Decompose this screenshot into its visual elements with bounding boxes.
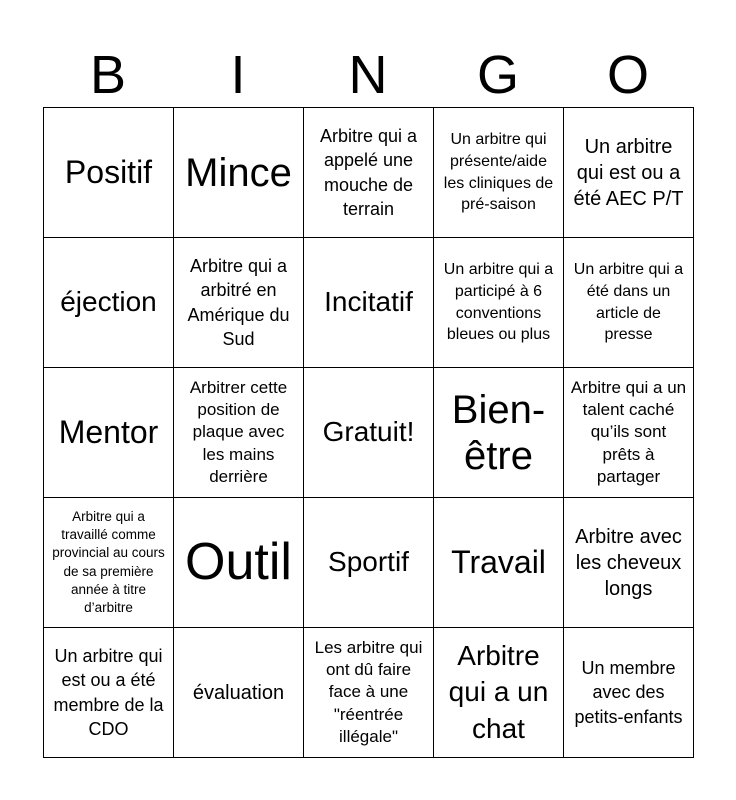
bingo-cell[interactable] (44, 628, 174, 758)
header-letter-o: O (606, 45, 649, 105)
cell-text: Arbitre qui a travaillé comme provincial au cours de sa première année à titre d’arbitre (52, 508, 165, 615)
cell-text: Mentor (58, 414, 159, 451)
bingo-cell[interactable] (564, 498, 694, 628)
bingo-cell[interactable] (304, 368, 434, 498)
cell-text: éjection (60, 286, 157, 318)
cell-text: Bien-être (451, 387, 546, 478)
bingo-cell[interactable] (434, 628, 564, 758)
cell-text: Travail (451, 544, 546, 581)
cell-text: Un arbitre qui est ou a été membre de la CDO (53, 645, 164, 739)
bingo-cell[interactable] (304, 238, 434, 368)
cell-text: Un arbitre qui a participé à 6 conventions bleues ou plus (443, 261, 554, 344)
cell-text: Outil (185, 532, 292, 591)
bingo-cell[interactable] (434, 498, 564, 628)
bingo-cell[interactable] (564, 108, 694, 238)
cell-text: Arbitrer cette position de plaque avec les mains derrière (189, 378, 288, 486)
bingo-cell[interactable] (434, 108, 564, 238)
bingo-card (43, 107, 694, 758)
bingo-cell[interactable] (174, 368, 304, 498)
cell-text: Arbitre qui a un talent caché qu’ils sont prêts à partager (570, 378, 687, 486)
bingo-cell[interactable] (564, 368, 694, 498)
cell-text: Un arbitre qui a été dans un article de presse (573, 261, 684, 344)
cell-text: Arbitre qui a appelé une mouche de terrain (319, 125, 418, 219)
bingo-cell[interactable] (44, 368, 174, 498)
header-letter-g: G (476, 45, 519, 105)
bingo-cell[interactable] (174, 498, 304, 628)
cell-text: Un arbitre qui est ou a été AEC P/T (573, 135, 684, 210)
cell-text: Arbitre avec les cheveux longs (575, 525, 682, 600)
bingo-cell[interactable] (564, 628, 694, 758)
bingo-header (43, 40, 693, 110)
cell-text: Incitatif (324, 286, 413, 318)
bingo-cell[interactable] (434, 368, 564, 498)
bingo-cell[interactable] (564, 238, 694, 368)
cell-text: Arbitre qui a arbitré en Amérique du Sud (187, 255, 290, 349)
bingo-cell[interactable] (174, 238, 304, 368)
bingo-cell[interactable] (434, 238, 564, 368)
header-letter-i: I (230, 45, 246, 105)
cell-text: Sportif (328, 546, 409, 578)
bingo-cell[interactable] (174, 628, 304, 758)
header-letter-b: B (89, 45, 127, 105)
bingo-cell[interactable] (44, 108, 174, 238)
cell-text: Un membre avec des petits-enfants (574, 658, 683, 727)
cell-text: Un arbitre qui présente/aide les cliniques de pré-saison (443, 131, 554, 214)
cell-text: Arbitre qui a un chat (448, 639, 549, 744)
bingo-cell[interactable] (44, 498, 174, 628)
bingo-cell[interactable] (304, 498, 434, 628)
bingo-cell[interactable] (44, 238, 174, 368)
bingo-cell[interactable] (304, 108, 434, 238)
header-letter-n: N (348, 45, 388, 105)
cell-text: Positif (64, 154, 153, 191)
bingo-cell[interactable] (304, 628, 434, 758)
bingo-cell[interactable] (174, 108, 304, 238)
cell-text: Les arbitre qui ont dû faire face à une "réentrée illégale" (314, 638, 423, 746)
cell-text: Mince (185, 150, 292, 195)
cell-text: Gratuit! (322, 416, 415, 448)
cell-text: évaluation (192, 681, 285, 704)
